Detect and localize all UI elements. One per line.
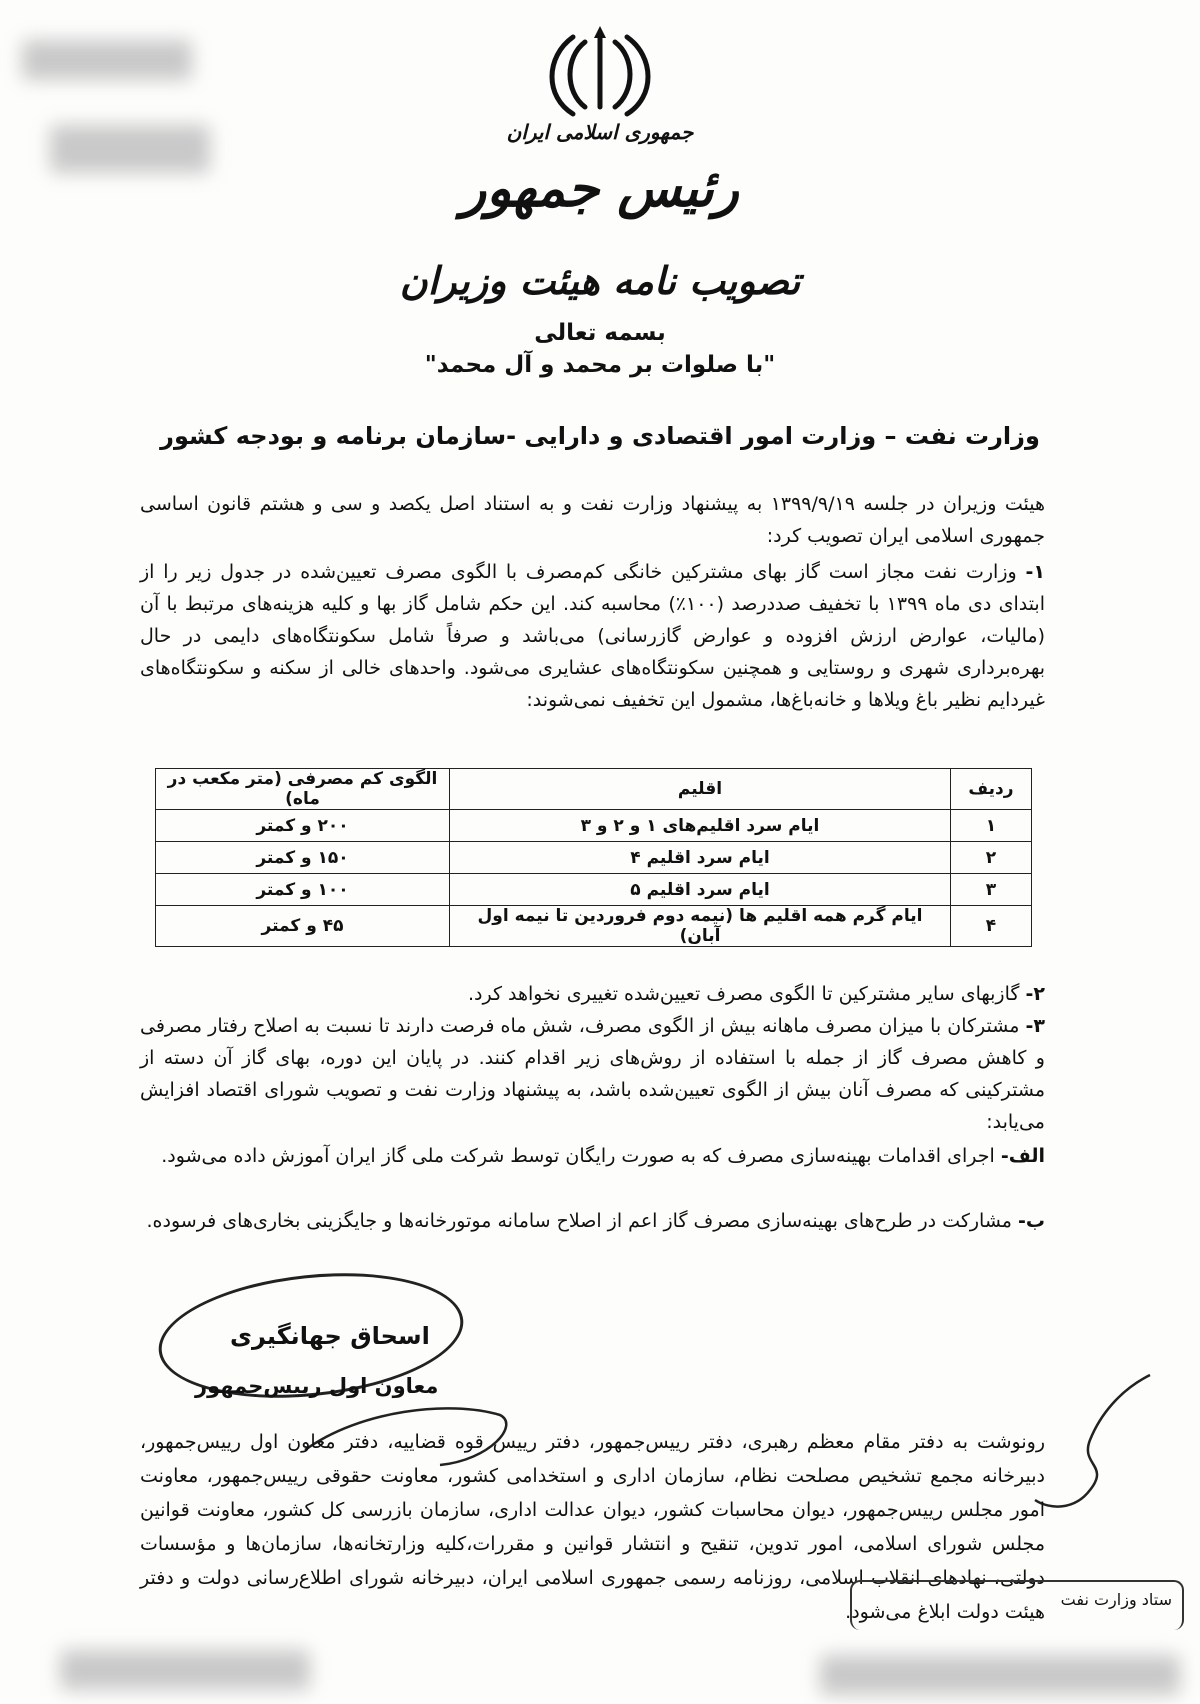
consumption-table [155, 768, 1032, 947]
header-pattern: الگوی کم مصرفی (متر مکعب در ماه) [156, 769, 450, 810]
clause-1-text: وزارت نفت مجاز است گاز بهای مشترکین خانگی کم‌مصرف با الگوی مصرف تعیین‌شده در جدول زیر را از ابتدای دی ماه ۱۳۹۹ با تخفیف صددرصد (۱۰۰٪) محاسبه کند. این حکم شامل گاز بها و کلیه هزینه‌های مرتبط با آن (مالیات، عوارض ارزش افزوده و عوارض گازرسانی) می‌باشد و صرفاً شامل سکونتگاه‌های دایمی در حال بهره‌برداری شهری و روستایی و همچنین سکونتگاه‌های عشایری می‌شود. واحدهای خالی از سکنه و سکونتگاه‌های غیردایم نظیر باغ ویلاها و خانه‌باغ‌ها، مشمول این تخفیف نمی‌شوند: [140, 561, 1045, 711]
header-row-number: ردیف [951, 769, 1032, 810]
table-row [156, 810, 1032, 842]
copies-paragraph: رونوشت به دفتر مقام معظم رهبری، دفتر رییس‌جمهور، دفتر رییس قوه قضاییه، دفتر معاون اول رییس‌جمهور، دبیرخانه مجمع تشخیص مصلحت نظام، سازمان اداری و استخدامی کشور، معاونت حقوقی رییس‌جمهور، معاونت امور مجلس رییس‌جمهور، دیوان محاسبات کشور، دیوان عدالت اداری، سازمان بازرسی کل کشور، معاونت قوانین مجلس شورای اسلامی، امور تدوین، تنقیح و انتشار قوانین و مقررات،کلیه وزارتخانه‌ها، سازمان‌ها و مؤسسات دولتی، نهادهای انقلاب اسلامی، روزنامه رسمی جمهوری اسلامی ایران، دبیرخانه شورای اطلاع‌رسانی دولت و دفتر هیئت دولت ابلاغ می‌شود. [140, 1431, 1045, 1623]
clause-1-number: ۱- [1025, 561, 1045, 583]
clause-3 [140, 1010, 1045, 1138]
pattern-cell: ۱۰۰ و کمتر [156, 874, 450, 906]
clause-2-text: گازبهای سایر مشترکین تا الگوی مصرف تعیین‌شده تغییری نخواهد کرد. [467, 983, 1020, 1005]
table-row [156, 906, 1032, 947]
item-alef [140, 1140, 1045, 1172]
signatory-name: اسحاق جهانگیری [230, 1322, 430, 1350]
clause-2-number: ۲- [1025, 983, 1045, 1005]
row-number: ۴ [951, 906, 1032, 947]
clause-3-text: مشترکان با میزان مصرف ماهانه بیش از الگوی مصرف، شش ماه فرصت دارند تا نسبت به اصلاح رفتار مصرفی و کاهش مصرف گاز از جمله با استفاده از روش‌های زیر اقدام کنند. در پایان این دوره، بهای گاز آن دسته از مشترکینی که مصرف آنان بیش از الگوی تعیین‌شده باشد، به پیشنهاد وزارت نفت و تصویب شورای اقتصاد افزایش می‌یابد: [140, 1015, 1045, 1133]
clause-1 [140, 556, 1045, 716]
table-header-row [156, 769, 1032, 810]
redacted-area [820, 1655, 1180, 1695]
redacted-area [22, 40, 192, 80]
row-number: ۱ [951, 810, 1032, 842]
redacted-area [60, 1650, 310, 1690]
salavat-line: "با صلوات بر محمد و آل محمد" [424, 352, 776, 378]
row-number: ۲ [951, 842, 1032, 874]
signature-scribble-icon [1030, 1370, 1160, 1520]
intro-paragraph: هیئت وزیران در جلسه ۱۳۹۹/۹/۱۹ به پیشنهاد وزارت نفت و به استناد اصل یکصد و سی و هشتم قانون اساسی جمهوری اسلامی ایران تصویب کرد: [140, 493, 1045, 547]
resolution-heading: تصویب نامه هیئت وزیران [399, 258, 801, 303]
addressees: وزارت نفت – وزارت امور اقتصادی و دارایی -سازمان برنامه و بودجه کشور [160, 422, 1040, 450]
clause-3-number: ۳- [1025, 1015, 1046, 1037]
row-number: ۳ [951, 874, 1032, 906]
item-be [140, 1205, 1045, 1237]
iran-emblem-icon [540, 22, 660, 122]
item-alef-label: الف- [1000, 1145, 1045, 1167]
invocation: بسمه تعالی [534, 320, 666, 346]
climate-cell: ایام سرد اقلیم ۴ [450, 842, 951, 874]
climate-cell: ایام گرم همه اقلیم ها (نیمه دوم فروردین تا نیمه اول آبان) [450, 906, 951, 947]
item-alef-text: اجرای اقدامات بهینه‌سازی مصرف که به صورت رایگان توسط شرکت ملی گاز ایران آموزش داده می‌شود. [161, 1145, 995, 1167]
office-stamp-text: ستاد وزارت نفت [1060, 1590, 1172, 1609]
item-be-text: مشارکت در طرح‌های بهینه‌سازی مصرف گاز اعم از اصلاح سامانه موتورخانه‌ها و جایگزینی بخاری‌های فرسوده. [146, 1210, 1012, 1232]
header-climate: اقلیم [450, 769, 951, 810]
signatory-title: معاون اول رییس‌جمهور [195, 1374, 439, 1398]
pattern-cell: ۲۰۰ و کمتر [156, 810, 450, 842]
clause-2 [140, 978, 1045, 1010]
republic-heading: جمهوری اسلامی ایران [506, 120, 694, 144]
climate-cell: ایام سرد اقلیم ۵ [450, 874, 951, 906]
pattern-cell: ۴۵ و کمتر [156, 906, 450, 947]
pattern-cell: ۱۵۰ و کمتر [156, 842, 450, 874]
climate-cell: ایام سرد اقلیم‌های ۱ و ۲ و ۳ [450, 810, 951, 842]
president-heading: رئیس جمهور [461, 158, 739, 219]
item-be-label: ب- [1018, 1210, 1045, 1232]
table-row [156, 842, 1032, 874]
table-row [156, 874, 1032, 906]
